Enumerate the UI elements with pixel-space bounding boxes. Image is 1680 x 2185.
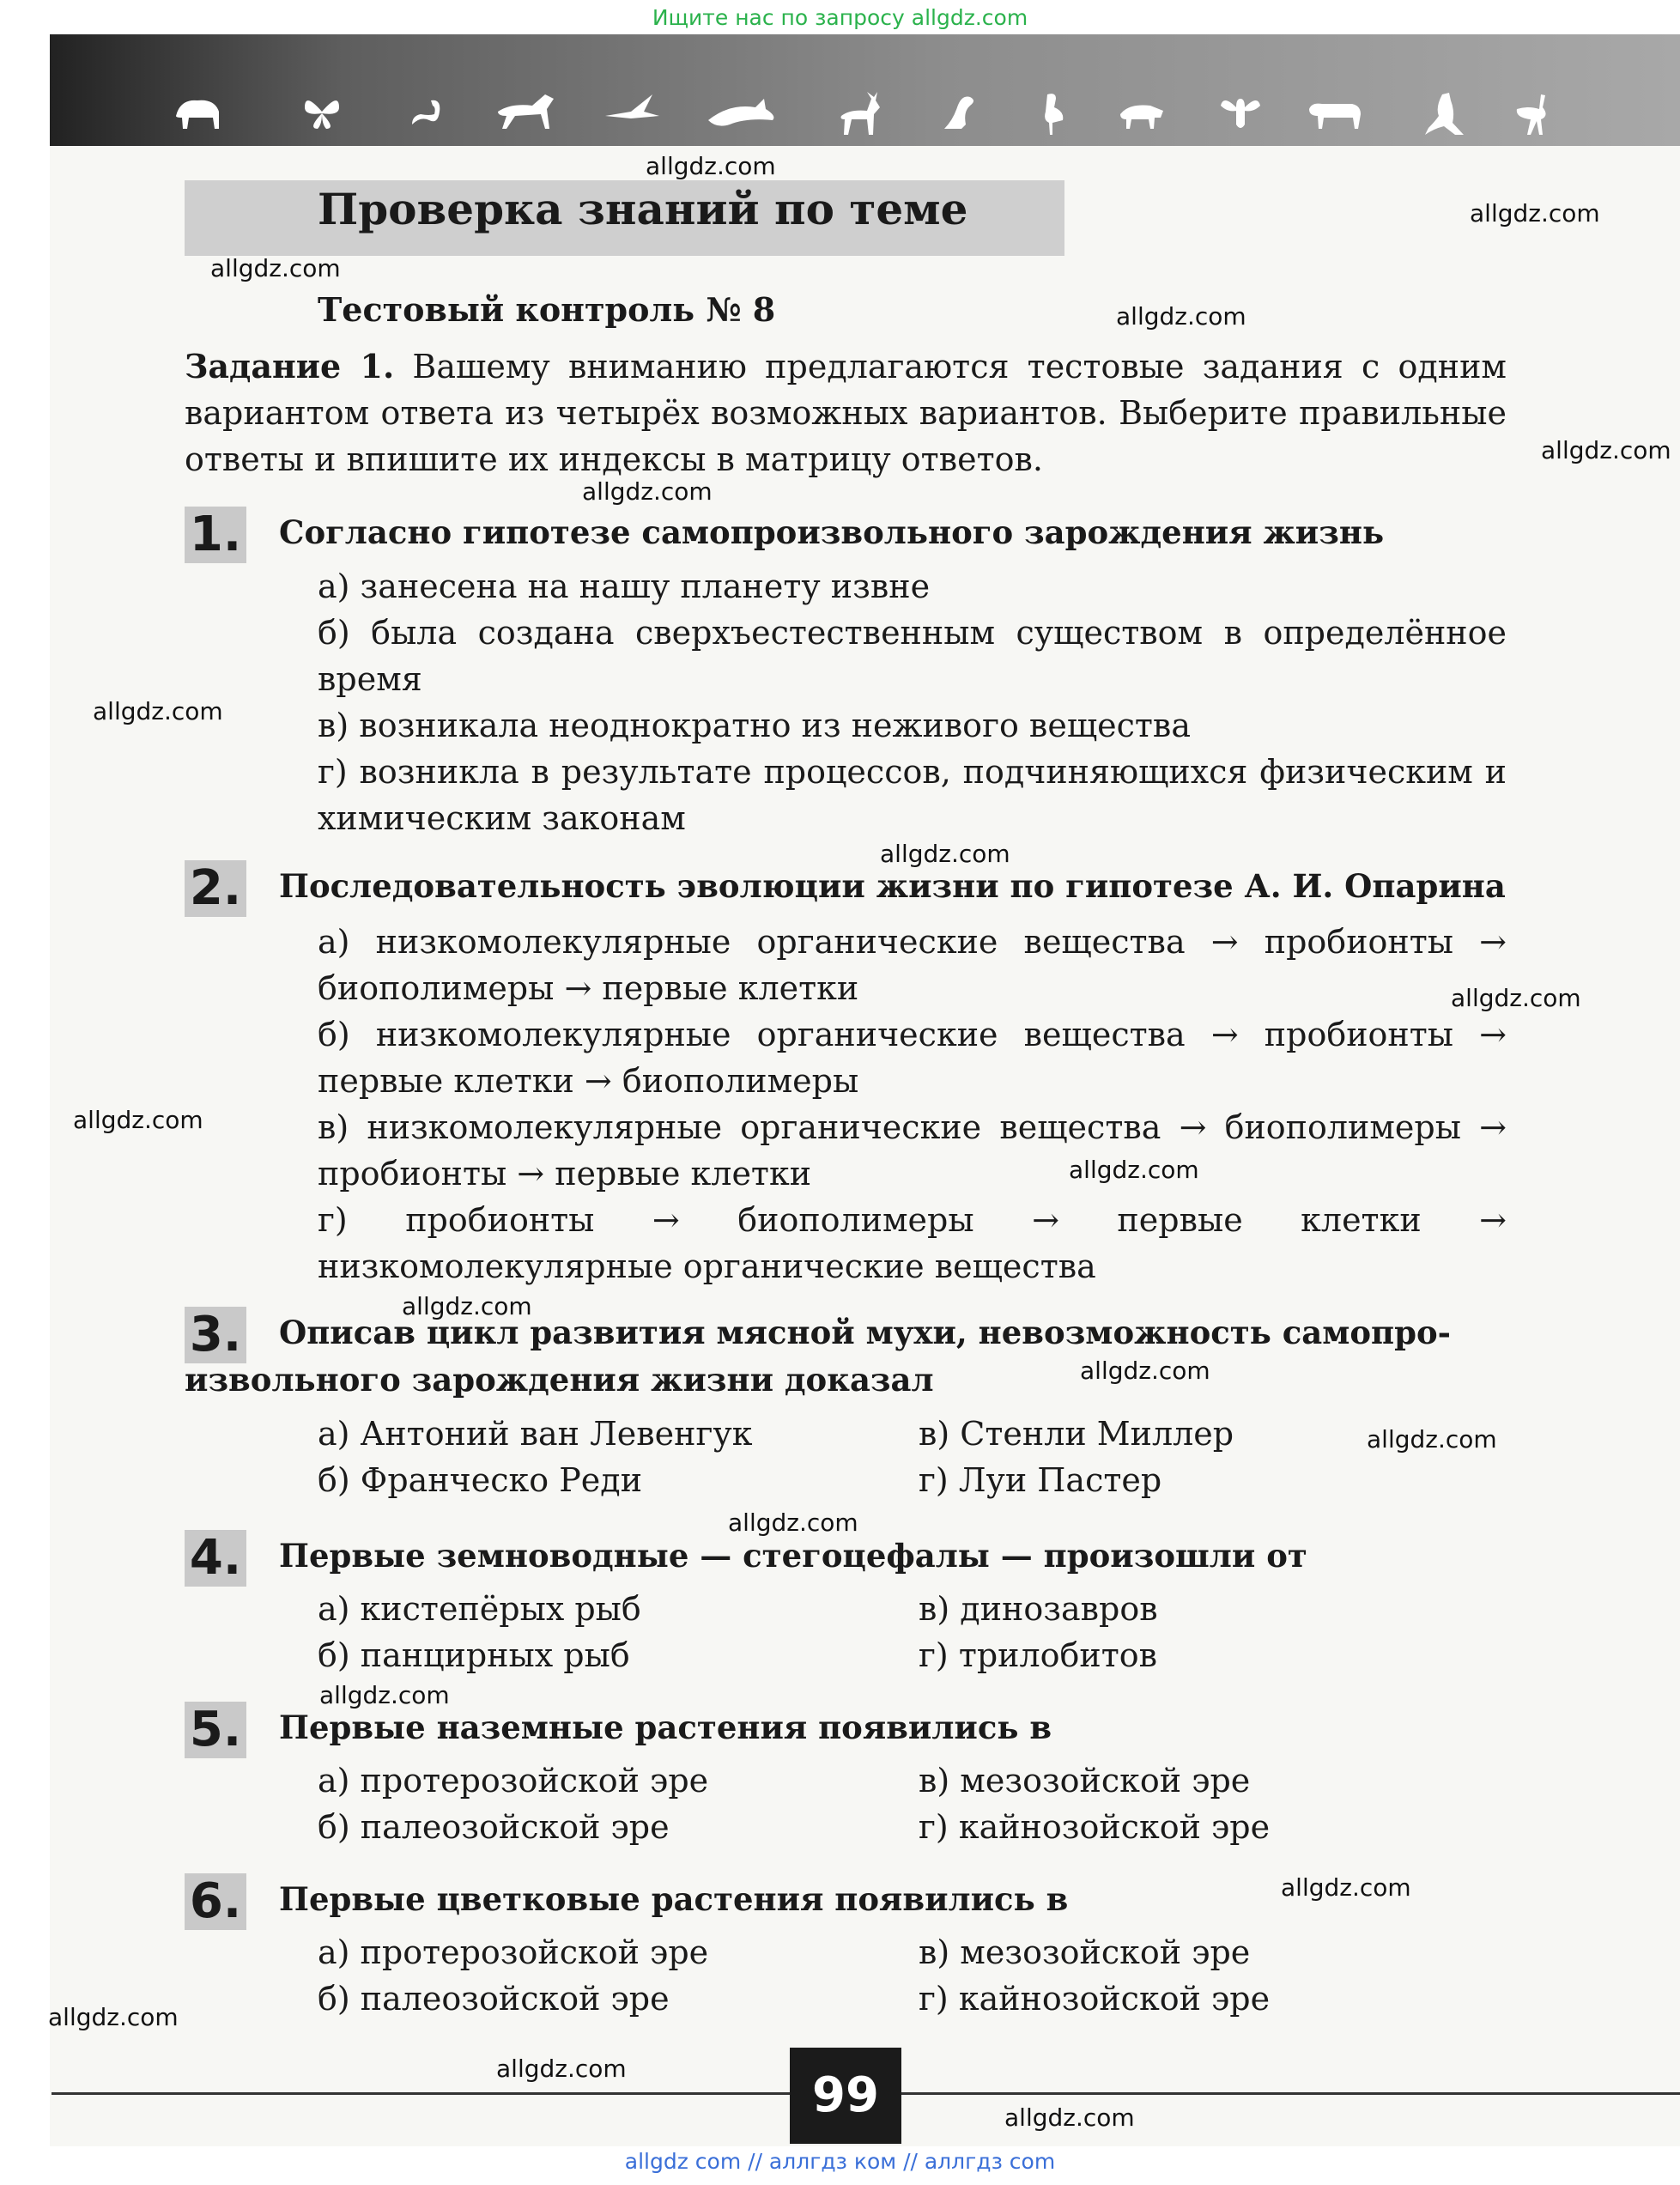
task-label: Задание 1. [185,347,395,385]
option: а) протерозойской эре [318,1933,709,1971]
bison-icon [172,90,223,133]
task-intro [185,343,1507,483]
watermark: allgdz.com [880,840,1010,868]
dolphin-icon [704,90,781,133]
watermark: allgdz.com [1281,1873,1411,1902]
watermark: allgdz.com [582,477,713,506]
option: б) палеозойской эре [318,1980,670,2018]
option: г) пробионты → биополимеры → первые клетки → низкомолекулярные органические вещества [318,1201,1507,1285]
test-subtitle: Тестовый контроль № 8 [318,290,776,329]
option: г) кайнозойской эре [919,1980,1271,2018]
question-number: 4. [185,1530,246,1587]
page-title: Проверка знаний по теме [318,184,968,234]
option: г) кайнозойской эре [919,1808,1271,1846]
question-text: Первые наземные растения появились в [279,1709,1052,1746]
question-number: 2. [185,860,246,917]
option: б) низкомолекулярные органические вещества → пробионты → первые клетки → биополимеры [318,1016,1507,1100]
footer-note[interactable]: allgdz com // аллгдз ком // аллгдз com [624,2149,1056,2174]
bee-icon [1219,90,1262,133]
kangaroo-icon [1416,90,1468,137]
question-text: Первые земноводные — стегоцефалы — произошли от [279,1537,1307,1575]
watermark: allgdz.com [1116,302,1246,331]
question-text: Последовательность эволюции жизни по гипотезе А. И. Опарина [279,867,1506,905]
question-number: 5. [185,1702,246,1758]
question-number: 1. [185,507,246,563]
watermark: allgdz.com [73,1106,203,1134]
boar-icon [1116,90,1168,133]
option: в) мезозойской эре [919,1933,1251,1971]
option: б) палеозойской эре [318,1808,670,1846]
watermark: allgdz.com [210,254,341,282]
heron-icon [1030,90,1073,137]
option: а) Антоний ван Левенгук [318,1415,753,1453]
question-text: Описав цикл развития мясной мухи, невозможность самопро- [279,1314,1452,1351]
question-text-cont: извольного зарождения жизни доказал [185,1361,934,1399]
watermark: allgdz.com [1004,2103,1135,2132]
option: б) панцирных рыб [318,1636,630,1674]
option: б) была создана сверхъестественным существом в определённое время [318,614,1507,698]
option: в) динозавров [919,1590,1158,1628]
option: а) занесена на нашу планету извне [318,567,931,605]
option: в) низкомолекулярные органические вещества → биополимеры → пробионты → первые клетки [318,1108,1507,1193]
option: а) кистепёрых рыб [318,1590,641,1628]
watermark: allgdz.com [1367,1425,1497,1454]
option: в) Стенли Миллер [919,1415,1234,1453]
task-text: Вашему вниманию предлагаются тестовые задания с одним вариантом ответа из четырёх возможных вариантов. Выберите правильные ответы и впишите их индексы в матрицу ответов. [185,348,1507,478]
watermark: allgdz.com [728,1508,858,1537]
cow-icon [1305,90,1365,133]
watermark: allgdz.com [319,1681,450,1709]
option: б) Франческо Реди [318,1461,643,1499]
watermark: allgdz.com [93,697,223,725]
butterfly-icon [300,90,343,133]
deer-icon [833,90,884,137]
watermark: allgdz.com [496,2055,627,2083]
watermark: allgdz.com [646,152,776,180]
option: в) мезозойской эре [919,1762,1251,1800]
option: а) низкомолекулярные органические вещества → пробионты → биополимеры → первые клетки [318,923,1507,1007]
watermark: allgdz.com [1069,1156,1199,1184]
ostrich-icon [1507,90,1558,137]
option: г) возникла в результате процессов, подчиняющихся физическим и химическим законам [318,753,1507,837]
lizard-icon [936,90,987,133]
page-number: 99 [790,2048,901,2144]
option: г) Луи Пастер [919,1461,1162,1499]
watermark: allgdz.com [1470,199,1600,228]
option: г) трилобитов [919,1636,1158,1674]
animal-silhouettes [172,90,1562,142]
question-text: Согласно гипотезе самопроизвольного зарождения жизнь [279,513,1385,551]
watermark: allgdz.com [48,2003,179,2031]
question-text: Первые цветковые растения появились в [279,1880,1069,1918]
watermark: allgdz.com [1451,984,1581,1012]
watermark: allgdz.com [402,1292,532,1320]
option: в) возникала неоднократно из неживого вещества [318,707,1191,744]
option: а) протерозойской эре [318,1762,709,1800]
question-number: 3. [185,1307,246,1363]
horse-icon [494,90,562,133]
header-note[interactable]: Ищите нас по запросу allgdz.com [652,5,1028,30]
watermark: allgdz.com [1541,436,1671,464]
bird-icon [601,90,661,133]
watermark: allgdz.com [1080,1357,1210,1385]
question-number: 6. [185,1873,246,1930]
scorpion-icon [403,90,446,133]
